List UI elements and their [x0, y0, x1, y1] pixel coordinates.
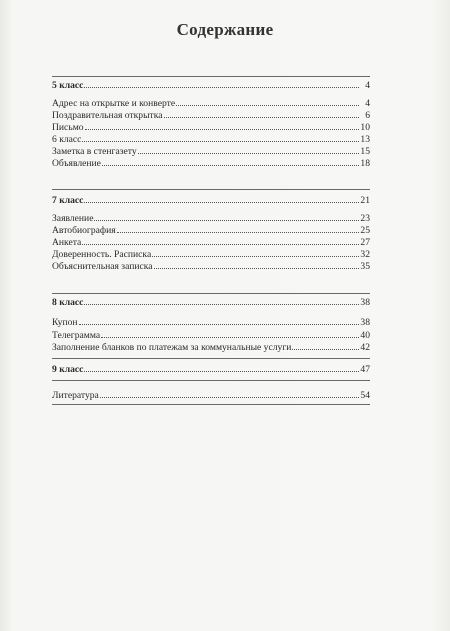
page-title: Содержание — [176, 20, 274, 39]
section-rule-top — [52, 76, 370, 77]
toc-page: 23 — [360, 213, 370, 224]
toc-label: 5 класс — [52, 80, 84, 91]
toc-leader — [84, 194, 359, 203]
section-rule-top — [52, 358, 370, 359]
toc-leader — [84, 363, 359, 372]
toc-section-header[interactable] — [52, 363, 370, 375]
toc-label: 7 класс — [52, 195, 84, 206]
toc-leader — [82, 236, 359, 245]
toc-page: 4 — [365, 98, 370, 109]
toc-item[interactable] — [52, 133, 370, 145]
toc-item[interactable] — [52, 341, 370, 353]
toc-label: Доверенность. Расписка — [52, 249, 152, 260]
toc-label: Объявление — [52, 158, 101, 169]
toc-label: Автобиография — [52, 225, 116, 236]
toc-leader — [85, 121, 359, 130]
toc-label: Анкета — [52, 237, 82, 248]
toc-page: 38 — [360, 317, 370, 328]
toc-leader — [102, 157, 359, 166]
toc-page: 25 — [360, 225, 370, 236]
toc-label: Заметка в стенгазету — [52, 146, 137, 157]
toc-page: 35 — [360, 261, 370, 272]
toc-label: 9 класс — [52, 364, 84, 375]
toc-label: Адрес на открытке и конверте — [52, 98, 176, 109]
toc-item[interactable] — [52, 145, 370, 157]
toc-section-header[interactable] — [52, 79, 370, 91]
toc-item[interactable] — [52, 121, 370, 133]
toc-item[interactable] — [52, 157, 370, 169]
toc-page: 10 — [360, 122, 370, 133]
toc-item[interactable] — [52, 97, 370, 109]
toc-page: 13 — [360, 134, 370, 145]
toc-item[interactable] — [52, 260, 370, 272]
toc-item[interactable] — [52, 236, 370, 248]
toc-label: Письмо — [52, 122, 84, 133]
toc-label: Телеграмма — [52, 330, 101, 341]
toc-page: 42 — [360, 342, 370, 353]
toc-label: Литература — [52, 390, 99, 401]
toc-page: 21 — [360, 195, 370, 206]
toc-label: Поздравительная открытка — [52, 110, 163, 121]
toc-section-header[interactable] — [52, 194, 370, 206]
toc-item[interactable] — [52, 224, 370, 236]
toc-page: 32 — [360, 249, 370, 260]
toc-item[interactable] — [52, 212, 370, 224]
toc-page: 47 — [360, 364, 370, 375]
toc-item[interactable] — [52, 329, 370, 341]
toc-section-header[interactable] — [52, 296, 370, 308]
toc-page: 54 — [360, 390, 370, 401]
section-rule-top — [52, 293, 370, 294]
toc-leader — [138, 145, 359, 154]
toc-page: 27 — [360, 237, 370, 248]
toc-page: 4 — [365, 80, 370, 91]
toc-item[interactable] — [52, 248, 370, 260]
toc-leader — [84, 79, 359, 88]
toc-leader — [82, 133, 359, 142]
toc-leader — [101, 329, 359, 338]
toc-item[interactable] — [52, 316, 370, 328]
toc-label: Купон — [52, 317, 78, 328]
toc-leader — [94, 212, 359, 221]
toc-item[interactable] — [52, 109, 370, 121]
toc-item[interactable] — [52, 389, 370, 401]
toc-page: 40 — [360, 330, 370, 341]
toc-label: 6 класс — [52, 134, 82, 145]
section-rule-top — [52, 189, 370, 190]
toc-leader — [152, 248, 359, 257]
toc-leader — [164, 109, 360, 118]
section-rule-bottom — [52, 404, 370, 405]
toc-label: Заполнение бланков по платежам за коммунальные услуги — [52, 342, 292, 353]
toc-page: 15 — [360, 146, 370, 157]
toc-leader — [292, 341, 359, 350]
toc-page: 6 — [365, 110, 370, 121]
toc-leader — [154, 260, 359, 269]
toc-label: 8 класс — [52, 297, 84, 308]
toc-leader — [117, 224, 359, 233]
section-rule-top — [52, 380, 370, 381]
toc-leader — [176, 97, 359, 106]
toc-label: Объяснительная записка — [52, 261, 153, 272]
toc-page: 18 — [360, 158, 370, 169]
toc-label: Заявление — [52, 213, 94, 224]
toc-leader — [100, 389, 359, 398]
toc-leader — [79, 316, 359, 325]
toc-leader — [84, 296, 359, 305]
toc-page: 38 — [360, 297, 370, 308]
